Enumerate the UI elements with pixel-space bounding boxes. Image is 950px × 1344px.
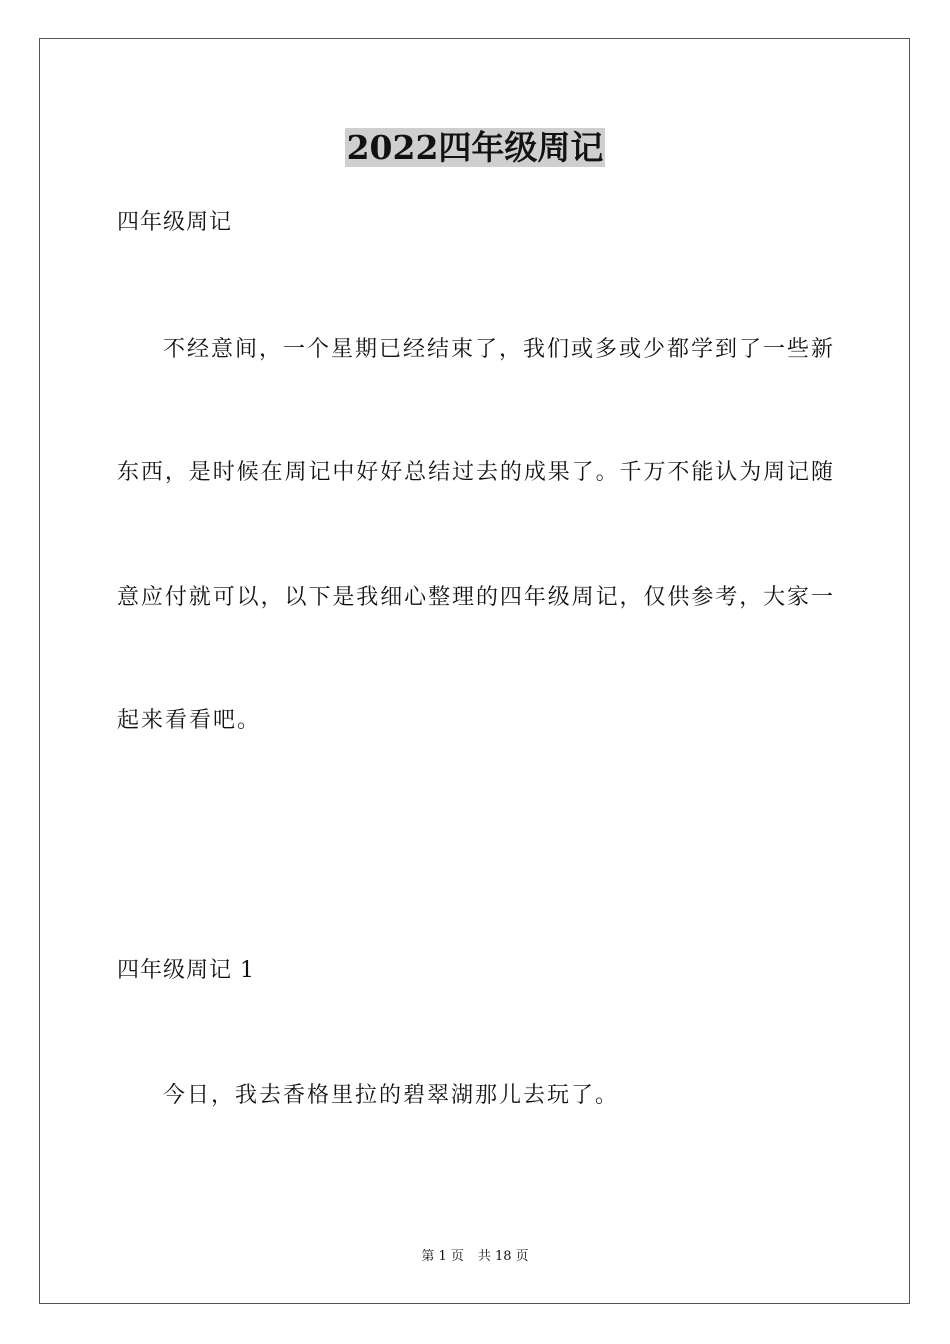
document-title bbox=[0, 128, 950, 168]
page-number: 第 1 页 bbox=[421, 1249, 464, 1264]
intro-paragraph-line-2: 东西，是时候在周记中好好总结过去的成果了。千万不能认为周记随 bbox=[117, 460, 833, 485]
intro-paragraph-line-4: 起来看看吧。 bbox=[117, 708, 262, 733]
section-1-paragraph-line-1: 今日，我去香格里拉的碧翠湖那儿去玩了。 bbox=[163, 1083, 620, 1108]
intro-paragraph-line-3: 意应付就可以，以下是我细心整理的四年级周记，仅供参考，大家一 bbox=[117, 585, 833, 610]
document-title-text: 2022四年级周记 bbox=[346, 128, 604, 167]
page-total: 共 18 页 bbox=[477, 1249, 529, 1264]
page-footer bbox=[0, 1249, 950, 1265]
intro-heading: 四年级周记 bbox=[117, 210, 233, 235]
section-1-heading: 四年级周记 1 bbox=[117, 958, 255, 983]
intro-paragraph-line-1: 不经意间，一个星期已经结束了，我们或多或少都学到了一些新 bbox=[163, 337, 833, 362]
